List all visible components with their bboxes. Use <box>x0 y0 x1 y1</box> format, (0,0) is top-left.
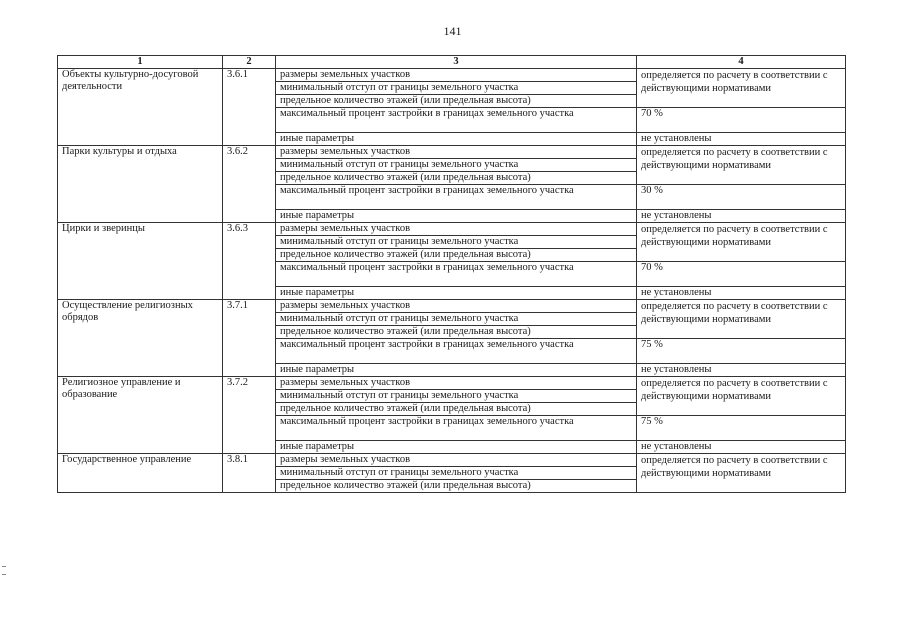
table-row <box>58 69 846 82</box>
table-header-row <box>58 56 846 69</box>
parameter-value: 30 % <box>637 185 846 210</box>
parameter-name: максимальный процент застройки в границах земельного участка <box>276 108 637 133</box>
scan-edge-mark <box>2 566 6 567</box>
use-type-name: Цирки и зверинцы <box>58 223 223 300</box>
use-type-name: Объекты культурно-досуговой деятельности <box>58 69 223 146</box>
parameter-name: предельное количество этажей (или предельная высота) <box>276 403 637 416</box>
parameter-value: определяется по расчету в соответствии с действующими нормативами <box>637 377 846 416</box>
parameter-name: размеры земельных участков <box>276 377 637 390</box>
parameter-name: минимальный отступ от границы земельного участка <box>276 159 637 172</box>
table-row <box>58 146 846 159</box>
page-number: 141 <box>443 24 462 38</box>
parameter-value: определяется по расчету в соответствии с действующими нормативами <box>637 146 846 185</box>
parameter-value: определяется по расчету в соответствии с действующими нормативами <box>637 300 846 339</box>
parameter-name: предельное количество этажей (или предельная высота) <box>276 326 637 339</box>
scan-edge-mark <box>2 574 6 575</box>
table-row <box>58 454 846 467</box>
parameter-name: размеры земельных участков <box>276 300 637 313</box>
parameter-name: минимальный отступ от границы земельного участка <box>276 313 637 326</box>
parameter-name: иные параметры <box>276 210 637 223</box>
parameter-value: не установлены <box>637 133 846 146</box>
table-row <box>58 377 846 390</box>
use-type-code: 3.6.3 <box>223 223 276 300</box>
table-row <box>58 300 846 313</box>
use-type-code: 3.6.1 <box>223 69 276 146</box>
parameter-value: не установлены <box>637 441 846 454</box>
regulations-table <box>57 55 846 493</box>
parameter-value: определяется по расчету в соответствии с действующими нормативами <box>637 69 846 108</box>
parameter-name: максимальный процент застройки в границах земельного участка <box>276 339 637 364</box>
parameter-value: не установлены <box>637 210 846 223</box>
parameter-value: 70 % <box>637 262 846 287</box>
parameter-name: минимальный отступ от границы земельного участка <box>276 236 637 249</box>
column-header-2: 2 <box>223 56 276 69</box>
parameter-name: иные параметры <box>276 133 637 146</box>
parameter-name: максимальный процент застройки в границах земельного участка <box>276 185 637 210</box>
parameter-name: иные параметры <box>276 287 637 300</box>
column-header-1: 1 <box>58 56 223 69</box>
parameter-name: предельное количество этажей (или предельная высота) <box>276 172 637 185</box>
parameter-value: 75 % <box>637 416 846 441</box>
parameter-name: минимальный отступ от границы земельного участка <box>276 467 637 480</box>
parameter-name: максимальный процент застройки в границах земельного участка <box>276 262 637 287</box>
parameter-name: предельное количество этажей (или предельная высота) <box>276 249 637 262</box>
parameter-name: максимальный процент застройки в границах земельного участка <box>276 416 637 441</box>
parameter-name: размеры земельных участков <box>276 69 637 82</box>
use-type-code: 3.6.2 <box>223 146 276 223</box>
parameter-value: не установлены <box>637 364 846 377</box>
use-type-code: 3.7.2 <box>223 377 276 454</box>
parameter-name: минимальный отступ от границы земельного участка <box>276 390 637 403</box>
parameter-value: 70 % <box>637 108 846 133</box>
parameter-name: иные параметры <box>276 364 637 377</box>
use-type-name: Государственное управление <box>58 454 223 493</box>
parameter-name: размеры земельных участков <box>276 454 637 467</box>
parameter-value: определяется по расчету в соответствии с действующими нормативами <box>637 223 846 262</box>
column-header-4: 4 <box>637 56 846 69</box>
parameter-name: размеры земельных участков <box>276 223 637 236</box>
use-type-name: Религиозное управление и образование <box>58 377 223 454</box>
parameter-name: минимальный отступ от границы земельного участка <box>276 82 637 95</box>
parameter-name: предельное количество этажей (или предельная высота) <box>276 95 637 108</box>
parameter-value: 75 % <box>637 339 846 364</box>
parameter-name: предельное количество этажей (или предельная высота) <box>276 480 637 493</box>
use-type-name: Парки культуры и отдыха <box>58 146 223 223</box>
parameter-value: определяется по расчету в соответствии с действующими нормативами <box>637 454 846 493</box>
column-header-3: 3 <box>276 56 637 69</box>
table-row <box>58 223 846 236</box>
parameter-name: иные параметры <box>276 441 637 454</box>
parameter-value: не установлены <box>637 287 846 300</box>
use-type-name: Осуществление религиозных обрядов <box>58 300 223 377</box>
use-type-code: 3.7.1 <box>223 300 276 377</box>
parameter-name: размеры земельных участков <box>276 146 637 159</box>
use-type-code: 3.8.1 <box>223 454 276 493</box>
